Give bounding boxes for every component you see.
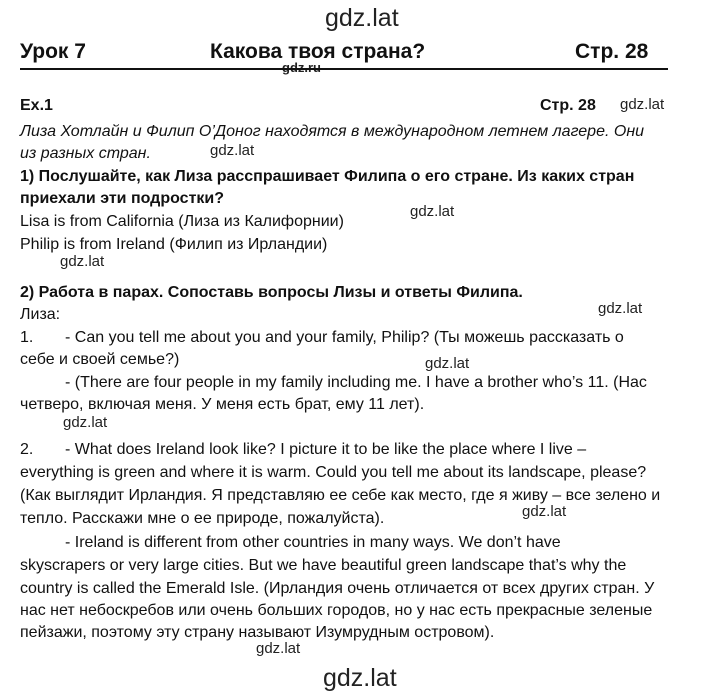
watermark-small: gdz.lat: [598, 300, 643, 317]
task2-line: 2) Работа в парах. Сопоставь вопросы Лизы и ответы Филипа.: [20, 284, 523, 301]
exercise-label: Ex.1: [20, 97, 53, 114]
watermark-small: gdz.lat: [425, 355, 470, 372]
watermark-small: gdz.lat: [256, 640, 301, 657]
question-line: - Can you tell me about you and your family, Philip? (Ты можешь рассказать о: [65, 329, 624, 346]
answer-philip: Philip is from Ireland (Филип из Ирландии): [20, 236, 328, 253]
answer-line: нас нет небоскребов или очень больших городов, но у нас есть прекрасные зеленые: [20, 602, 653, 619]
watermark-bottom: gdz.lat: [323, 664, 397, 692]
watermark-small: gdz.lat: [522, 503, 567, 520]
intro-line: из разных стран.: [20, 145, 151, 162]
watermark-top: gdz.lat: [325, 4, 399, 32]
watermark-small: gdz.lat: [63, 414, 108, 431]
question-number: 1.: [20, 329, 34, 346]
exercise-page: Стр. 28: [540, 97, 596, 114]
header-page-number: Стр. 28: [575, 40, 649, 63]
watermark-small: gdz.lat: [210, 142, 255, 159]
answer-line: - Ireland is different from other countries in many ways. We don’t have: [65, 534, 561, 551]
watermark-small: gdz.lat: [410, 203, 455, 220]
question-line: - What does Ireland look like? I picture it to be like the place where I live –: [65, 441, 587, 458]
answer-line: country is called the Emerald Isle. (Ирландия очень отличается от всех других стран. У: [20, 580, 655, 597]
header-divider: [20, 68, 668, 70]
question-line: себе и своей семье?): [20, 351, 180, 368]
answer-line: пейзажи, поэтому эту страну называют Изумрудным островом).: [20, 624, 495, 641]
page-title: Какова твоя страна?: [210, 40, 426, 63]
intro-line: Лиза Хотлайн и Филип О’Доног находятся в международном летнем лагере. Они: [20, 123, 645, 140]
speaker-label: Лиза:: [20, 306, 61, 323]
answer-line: skyscrapers or very large cities. But we have beautiful green landscape that’s why the: [20, 557, 627, 574]
answer-line: четверо, включая меня. У меня есть брат, ему 11 лет).: [20, 396, 425, 413]
answer-line: - (There are four people in my family including me. I have a brother who’s 11. (Нас: [65, 374, 647, 391]
watermark-small: gdz.lat: [60, 253, 105, 270]
question-number: 2.: [20, 441, 34, 458]
task1-line: приехали эти подростки?: [20, 190, 225, 207]
question-line: (Как выглядит Ирландия. Я представляю ее себе как место, где я живу – все зелено и: [20, 487, 661, 504]
answer-lisa: Lisa is from California (Лиза из Калифорнии): [20, 213, 344, 230]
task1-line: 1) Послушайте, как Лиза расспрашивает Филипа о его стране. Из каких стран: [20, 168, 635, 185]
question-line: тепло. Расскажи мне о ее природе, пожалуйста).: [20, 510, 385, 527]
lesson-label: Урок 7: [20, 40, 86, 63]
question-line: everything is green and where it is warm. Could you tell me about its landscape, please?: [20, 464, 647, 481]
watermark-small: gdz.lat: [620, 96, 665, 113]
